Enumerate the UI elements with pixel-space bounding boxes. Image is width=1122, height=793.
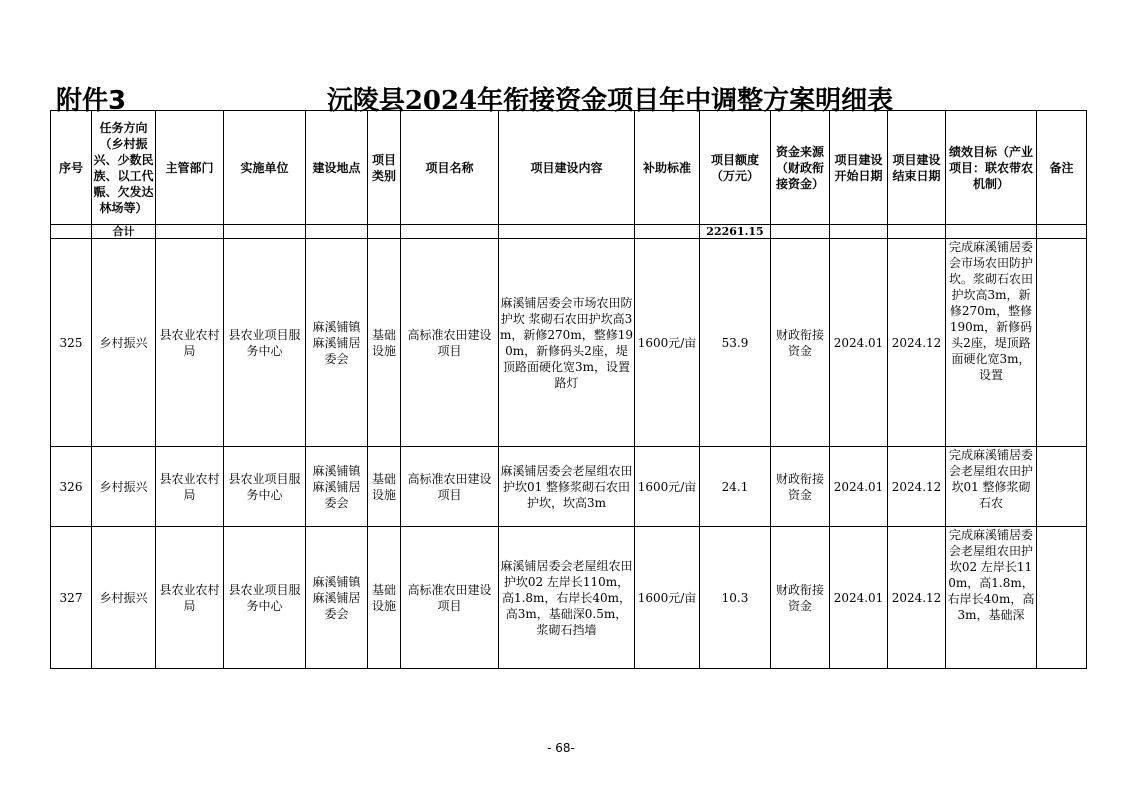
cell-content: 麻溪铺居委会老屋组农田护坎01 整修浆砌石农田护坎，坎高3m (499, 447, 635, 527)
header-category: 项目类别 (368, 111, 401, 225)
cell-seq: 326 (51, 447, 92, 527)
table-row (51, 239, 1087, 447)
project-detail-table (50, 110, 1087, 669)
header-subsidy: 补助标准 (635, 111, 700, 225)
cell-category: 基础设施 (368, 239, 401, 447)
cell-amount: 24.1 (700, 447, 771, 527)
cell-start: 2024.01 (830, 239, 888, 447)
effect-text: 完成麻溪铺居委会老屋组农田护坎01 整修浆砌石农 (948, 448, 1033, 510)
header-start: 项目建设开始日期 (830, 111, 888, 225)
cell-source: 财政衔接资金 (771, 527, 830, 669)
header-name: 项目名称 (401, 111, 499, 225)
total-label: 合计 (92, 225, 156, 239)
cell-unit: 县农业项目服务中心 (224, 239, 306, 447)
table-row (51, 527, 1087, 669)
cell-direction: 乡村振兴 (92, 527, 156, 669)
cell-dept: 县农业农村局 (156, 527, 224, 669)
cell-location: 麻溪铺镇麻溪铺居委会 (306, 527, 368, 669)
cell-location: 麻溪铺镇麻溪铺居委会 (306, 447, 368, 527)
cell-direction: 乡村振兴 (92, 447, 156, 527)
cell-seq: 325 (51, 239, 92, 447)
cell-content: 麻溪铺居委会市场农田防护坎 浆砌石农田护坎高3m，新修270m，整修190m，新修码头2座，堤顶路面硬化宽3m，设置路灯 (499, 239, 635, 447)
header-source: 资金来源（财政衔接资金） (771, 111, 830, 225)
cell-subsidy: 1600元/亩 (635, 527, 700, 669)
cell-source: 财政衔接资金 (771, 447, 830, 527)
header-unit: 实施单位 (224, 111, 306, 225)
cell-amount: 53.9 (700, 239, 771, 447)
cell-name: 高标准农田建设项目 (401, 447, 499, 527)
effect-text: 完成麻溪铺居委会老屋组农田护坎02 左岸长110m，高1.8m，右岸长40m，高3m，基础深 (947, 528, 1035, 622)
page-number: - 68- (547, 741, 575, 755)
total-cell-seq (51, 225, 92, 239)
cell-remark (1037, 447, 1087, 527)
page-title: 沅陵县2024年衔接资金项目年中调整方案明细表 (326, 86, 894, 116)
cell-location: 麻溪铺镇麻溪铺居委会 (306, 239, 368, 447)
cell-name: 高标准农田建设项目 (401, 239, 499, 447)
cell-unit: 县农业项目服务中心 (224, 527, 306, 669)
cell-end: 2024.12 (888, 447, 946, 527)
cell-seq: 327 (51, 527, 92, 669)
header-effect: 绩效目标（产业项目：联农带农机制） (946, 111, 1037, 225)
cell-start: 2024.01 (830, 527, 888, 669)
cell-remark (1037, 239, 1087, 447)
cell-remark (1037, 527, 1087, 669)
cell-effect (946, 527, 1037, 669)
cell-effect (946, 239, 1037, 447)
cell-content: 麻溪铺居委会老屋组农田护坎02 左岸长110m，高1.8m，右岸长40m，高3m，基础深0.5m，浆砌石挡墙 (499, 527, 635, 669)
header-direction: 任务方向（乡村振兴、少数民族、以工代赈、欠发达林场等） (92, 111, 156, 225)
cell-category: 基础设施 (368, 447, 401, 527)
cell-name: 高标准农田建设项目 (401, 527, 499, 669)
header-row (51, 111, 1087, 225)
table-row (51, 447, 1087, 527)
header-location: 建设地点 (306, 111, 368, 225)
cell-category: 基础设施 (368, 527, 401, 669)
cell-end: 2024.12 (888, 239, 946, 447)
cell-amount: 10.3 (700, 527, 771, 669)
effect-text: 完成麻溪铺居委会市场农田防护坎。浆砌石农田护坎高3m，新修270m，整修190m，新修码头2座，堤顶路面硬化宽3m，设置 (948, 240, 1033, 382)
cell-start: 2024.01 (830, 447, 888, 527)
cell-subsidy: 1600元/亩 (635, 239, 700, 447)
cell-subsidy: 1600元/亩 (635, 447, 700, 527)
attachment-label: 附件3 (56, 86, 127, 116)
cell-dept: 县农业农村局 (156, 239, 224, 447)
header-content: 项目建设内容 (499, 111, 635, 225)
total-amount: 22261.15 (700, 225, 771, 239)
cell-effect (946, 447, 1037, 527)
total-row (51, 225, 1087, 239)
cell-direction: 乡村振兴 (92, 239, 156, 447)
cell-unit: 县农业项目服务中心 (224, 447, 306, 527)
cell-source: 财政衔接资金 (771, 239, 830, 447)
cell-dept: 县农业农村局 (156, 447, 224, 527)
header-remark: 备注 (1037, 111, 1087, 225)
header-seq: 序号 (51, 111, 92, 225)
header-end: 项目建设结束日期 (888, 111, 946, 225)
header-dept: 主管部门 (156, 111, 224, 225)
cell-end: 2024.12 (888, 527, 946, 669)
header-amount: 项目额度（万元） (700, 111, 771, 225)
